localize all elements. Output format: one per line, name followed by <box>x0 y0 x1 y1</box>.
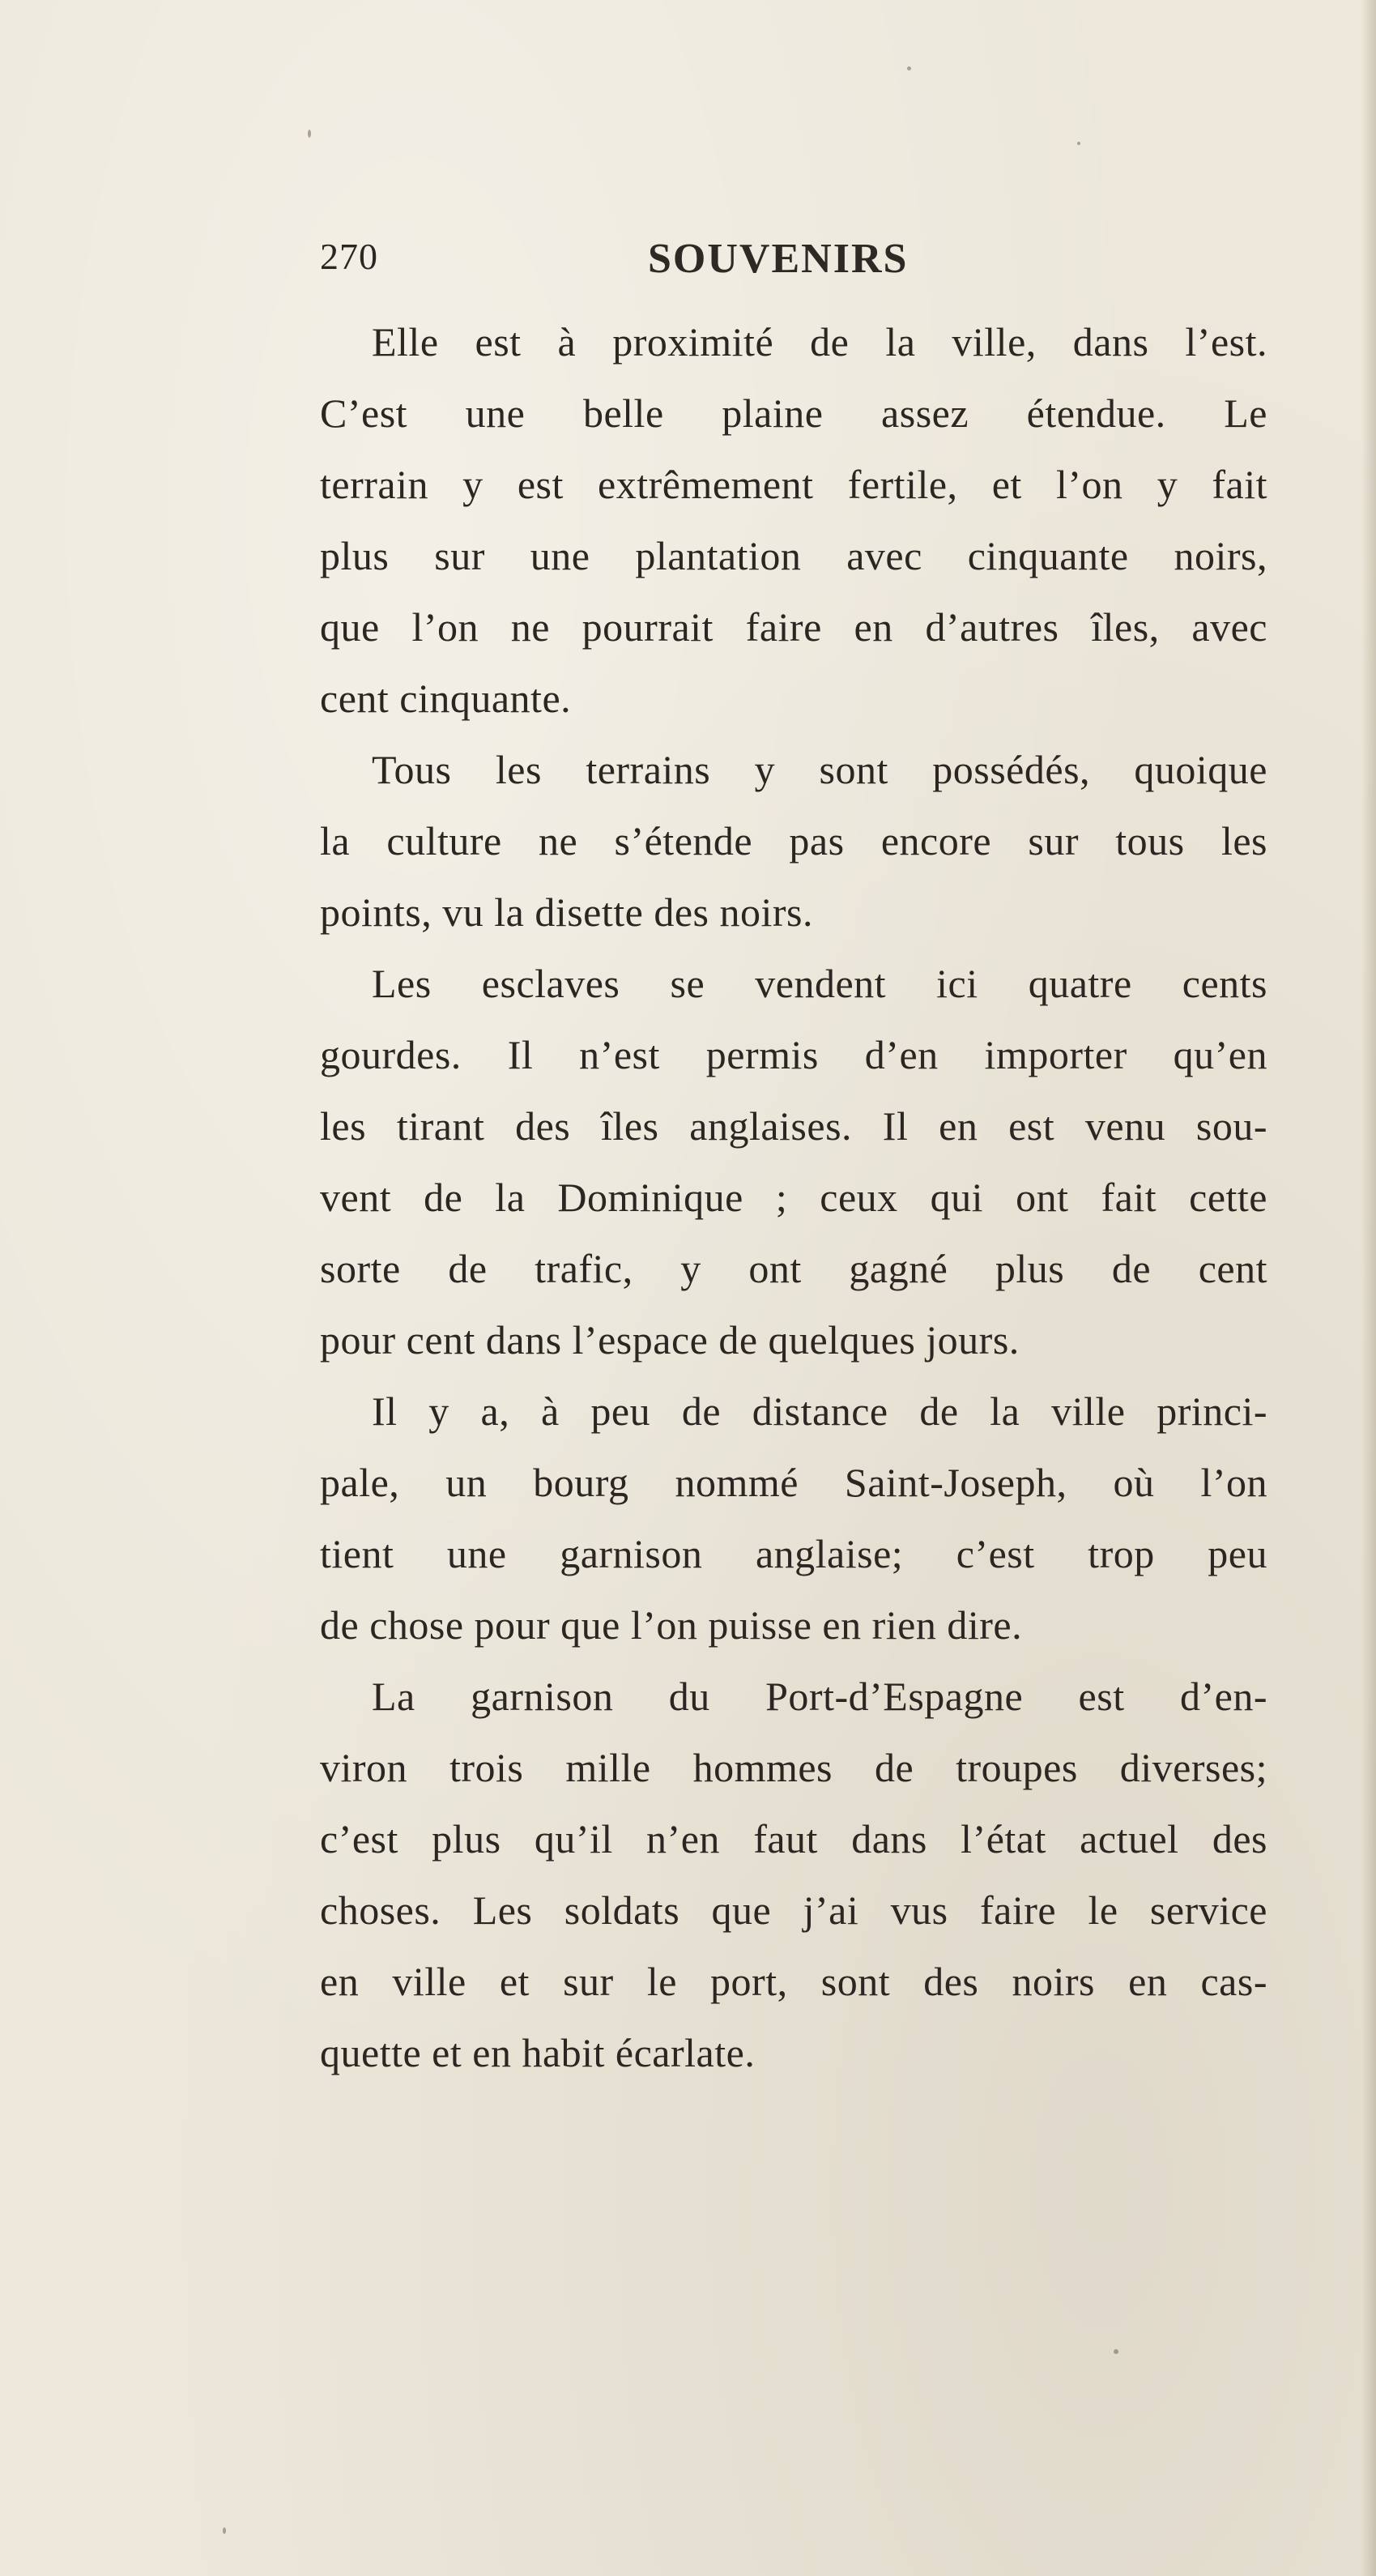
text-line: points, vu la disette des noirs. <box>320 889 813 935</box>
text-line: C’est une belle plaine assez étendue. Le <box>320 390 1267 436</box>
text-line: de chose pour que l’on puisse en rien dire. <box>320 1602 1023 1648</box>
page-header <box>320 235 952 300</box>
paper-speck <box>223 2527 226 2534</box>
paper-speck <box>1114 2349 1118 2354</box>
text-line: c’est plus qu’il n’en faut dans l’état actuel des <box>320 1816 1267 1862</box>
text-line: en ville et sur le port, sont des noirs en cas- <box>320 1959 1267 2004</box>
text-line: que l’on ne pourrait faire en d’autres îles, avec <box>320 604 1267 650</box>
running-head: SOUVENIRS <box>648 236 909 282</box>
body-text <box>320 306 1267 2088</box>
text-line: cent cinquante. <box>320 676 572 721</box>
text-line: Elle est à proximité de la ville, dans l’est. <box>372 319 1267 365</box>
text-line: quette et en habit écarlate. <box>320 2030 756 2075</box>
text-line: vent de la Dominique ; ceux qui ont fait cette <box>320 1175 1267 1220</box>
text-line: Les esclaves se vendent ici quatre cents <box>372 961 1267 1006</box>
text-line: la culture ne s’étende pas encore sur tous les <box>320 818 1267 864</box>
paper-speck <box>1077 142 1080 145</box>
text-line: viron trois mille hommes de troupes diverses; <box>320 1745 1267 1790</box>
page-number: 270 <box>320 236 378 277</box>
text-line: gourdes. Il n’est permis d’en importer qu’en <box>320 1032 1267 1077</box>
text-line: plus sur une plantation avec cinquante noirs, <box>320 533 1267 578</box>
paper-speck <box>907 66 911 70</box>
text-line: pale, un bourg nommé Saint-Joseph, où l’on <box>320 1460 1267 1505</box>
text-line: La garnison du Port-d’Espagne est d’en- <box>372 1674 1267 1719</box>
text-line: terrain y est extrêmement fertile, et l’on y fait <box>320 462 1267 507</box>
text-line: choses. Les soldats que j’ai vus faire le service <box>320 1887 1267 1933</box>
text-line: Tous les terrains y sont possédés, quoique <box>372 747 1267 792</box>
paper-speck <box>308 130 311 138</box>
text-line: pour cent dans l’espace de quelques jours. <box>320 1317 1020 1363</box>
text-line: Il y a, à peu de distance de la ville princi- <box>372 1388 1267 1434</box>
text-line: tient une garnison anglaise; c’est trop peu <box>320 1531 1267 1576</box>
text-line: sorte de trafic, y ont gagné plus de cent <box>320 1246 1267 1291</box>
page-edge-shadow <box>1361 0 1376 2576</box>
text-line: les tirant des îles anglaises. Il en est venu sou- <box>320 1103 1267 1149</box>
